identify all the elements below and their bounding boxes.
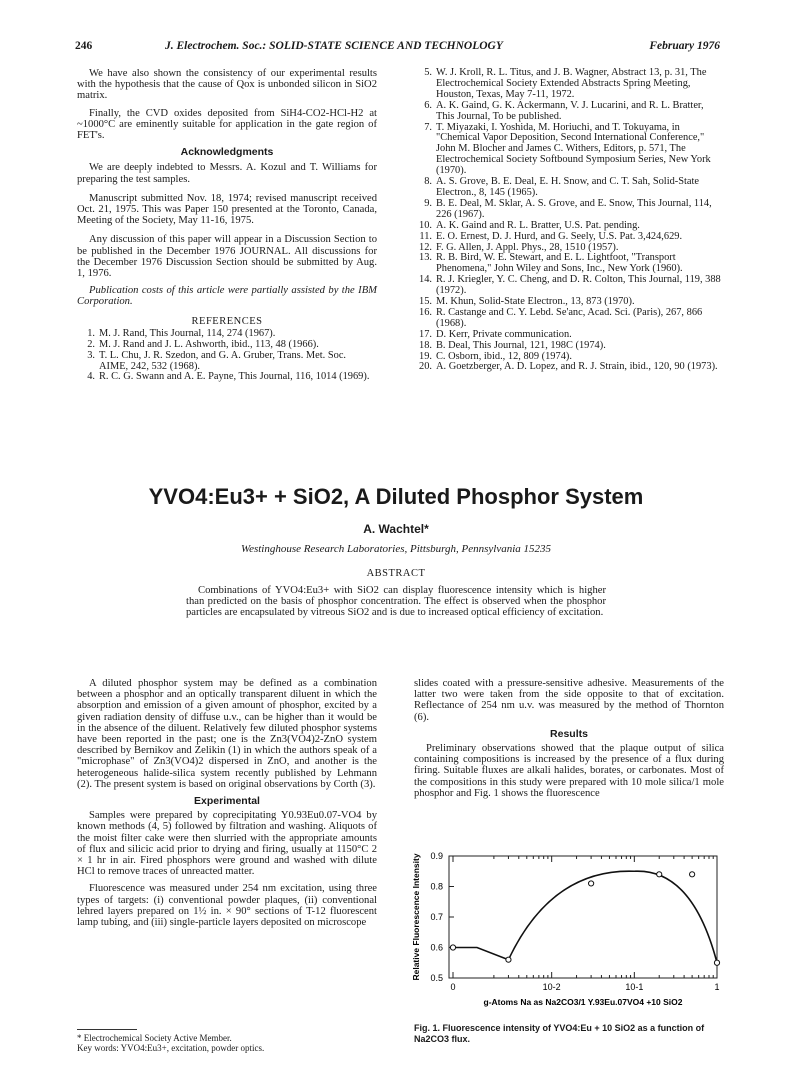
- reference-number: 18.: [419, 339, 432, 351]
- reference-number: 3.: [87, 349, 95, 361]
- reference-number: 14.: [419, 274, 432, 286]
- right-paragraph-1: slides coated with a pressure-sensitive adhesive. Measurements of the latter two were taken from the side opposite to that of excitation. Reflectance of 254 nm u.v. was measured by the method of Thornton (6).: [414, 678, 724, 723]
- journal-title: J. Electrochem. Soc.: SOLID-STATE SCIENCE AND TECHNOLOGY: [165, 40, 503, 52]
- x-tick-label: 10-2: [542, 982, 561, 992]
- reference-number: 15.: [419, 296, 432, 308]
- footnote-keywords: Key words: YVO4:Eu3+, excitation, powder optics.: [77, 1043, 265, 1053]
- reference-number: 19.: [419, 350, 432, 362]
- reference-item: [414, 199, 724, 221]
- reference-number: 2.: [87, 338, 95, 350]
- reference-text: T. L. Chu, J. R. Szedon, and G. A. Gruber, Trans. Met. Soc. AIME, 242, 532 (1968).: [99, 349, 347, 372]
- reference-item: [414, 362, 724, 373]
- prev-paragraph-1: We have also shown the consistency of our experimental results with the hypothesis that the cause of Qox is unbonded silicon in SiO2 matrix.: [77, 68, 377, 102]
- experimental-paragraph-1: Samples were prepared by coprecipitating Y0.93Eu0.07-VO4 by known methods (4, 5) followed by filtration and washing. Aliquots of the moist filter cake were then slurried with the appropriate amounts of flux and silicic acid prior to drying and firing, usually at 1150°C 2 × 1 hr in air. Fired phosphors were ground and washed with dilute HCl to remove traces of unreacted matter.: [77, 810, 377, 878]
- article-right-column: [414, 678, 724, 805]
- article-author: A. Wachtel*: [363, 522, 429, 536]
- reference-text: F. G. Allen, J. Appl. Phys., 28, 1510 (1957).: [436, 241, 619, 253]
- reference-item: [414, 275, 724, 297]
- reference-number: 16.: [419, 306, 432, 318]
- reference-number: 4.: [87, 371, 95, 383]
- data-point: [714, 960, 719, 965]
- page-number: 246: [75, 40, 93, 52]
- reference-text: W. J. Kroll, R. L. Titus, and J. B. Wagner, Abstract 13, p. 31, The Electrochemical Society Extended Abstracts Spring Meeting, Houston, Texas, May 7-11, 1972.: [436, 67, 707, 100]
- reference-item: [414, 221, 724, 232]
- reference-number: 11.: [419, 230, 432, 242]
- reference-item: [414, 68, 724, 101]
- reference-item: [414, 232, 724, 243]
- reference-item: [414, 341, 724, 352]
- reference-text: M. J. Rand, This Journal, 114, 274 (1967).: [99, 327, 276, 339]
- footnote-member: * Electrochemical Society Active Member.: [77, 1033, 232, 1043]
- prev-article-right-column: [414, 68, 724, 373]
- plot-frame: [449, 856, 717, 978]
- reference-number: 5.: [424, 67, 432, 78]
- intro-paragraph: A diluted phosphor system may be defined as a combination between a phosphor and an optically transparent diluent in which the absorption and emission of a given amount of phosphor, excited by a given radiation density of diffuse u.v., can be higher than it would be in the absence of the diluent. Relatively few diluted phosphor systems have been reported in the past; one is the Zn3(VO4)2-ZnO system described by Bernikov and Zelikin (1) in which the authors speak of a "microphase" of Zn3(VO4)2 dispersed in ZnO, and another is the heterogeneous halide-silica system recently published by Lehmann (2). The present system is based on original observations by Corth (3).: [77, 678, 377, 790]
- acknowledgments-heading: Acknowledgments: [180, 146, 274, 159]
- page-header: [75, 40, 720, 58]
- reference-text: B. E. Deal, M. Sklar, A. S. Grove, and E. Snow, This Journal, 114, 226 (1967).: [436, 197, 712, 220]
- references-heading: REFERENCES: [191, 315, 263, 327]
- reference-number: 12.: [419, 241, 432, 253]
- manuscript-note: Manuscript submitted Nov. 18, 1974; revised manuscript received Oct. 21, 1975. This was Paper 150 presented at the Toronto, Canada, Meeting of the Society, May 11-16, 1975.: [77, 192, 377, 227]
- footnotes: [77, 1033, 377, 1053]
- reference-text: R. Castange and C. Y. Lebd. Se'anc, Acad. Sci. (Paris), 267, 866 (1968).: [436, 306, 703, 329]
- reference-item: [414, 253, 724, 275]
- reference-text: M. J. Rand and J. L. Ashworth, ibid., 113, 48 (1966).: [99, 338, 319, 350]
- reference-number: 8.: [424, 176, 432, 188]
- y-tick-label: 0.6: [430, 942, 443, 953]
- reference-item: [414, 308, 724, 330]
- y-tick-label: 0.9: [430, 851, 443, 861]
- references-list-left: [77, 329, 377, 384]
- fit-curve: [453, 871, 717, 963]
- experimental-paragraph-2: Fluorescence was measured under 254 nm excitation, using three types of targets: (i) conventional powder plaques, (ii) conventional lehred layers prepared on 1½ in. × 90° sections of T-12 fluorescent lamp tubing, and (iii) single-particle layers deposited on microscope: [77, 883, 377, 929]
- reference-number: 10.: [419, 219, 432, 231]
- results-paragraph-1: Preliminary observations showed that the plaque output of silica containing compositions is increased by the presence of a flux during firing. Suitable fluxes are alkali halides, borates, or carbonates. Most of the compositions in this study were prepared with 10 mole silica/1 mole phosphor and Fig. 1 shows the fluorescence: [414, 743, 724, 799]
- reference-text: R. C. G. Swann and A. E. Payne, This Journal, 116, 1014 (1969).: [99, 371, 370, 383]
- reference-text: A. K. Gaind, G. K. Ackermann, V. J. Lucarini, and R. L. Bratter, This Journal, To be published.: [436, 99, 704, 122]
- acknowledgments-text: We are deeply indebted to Messrs. A. Kozul and T. Williams for preparing the test samples.: [77, 162, 377, 185]
- reference-text: A. S. Grove, B. E. Deal, E. H. Snow, and C. T. Sah, Solid-State Electron., 8, 145 (1965).: [436, 176, 700, 198]
- reference-number: 9.: [424, 197, 432, 209]
- prev-paragraph-2: Finally, the CVD oxides deposited from SiH4-CO2-HCl-H2 at ~1000°C are eminently suitable for application in the gate region of FET's.: [77, 107, 377, 142]
- reference-text: D. Kerr, Private communication.: [436, 328, 572, 340]
- reference-text: E. O. Ernest, D. J. Hurd, and G. Seely, U.S. Pat. 3,424,629.: [436, 230, 683, 242]
- reference-item: [414, 177, 724, 199]
- x-tick-label: 10-1: [625, 982, 644, 992]
- x-tick-label: 1: [714, 982, 720, 992]
- reference-text: R. J. Kriegler, Y. C. Cheng, and D. R. Colton, This Journal, 119, 388 (1972).: [436, 274, 721, 297]
- figure-caption: Fig. 1. Fluorescence intensity of YVO4:Eu + 10 SiO2 as a function of Na2CO3 flux.: [414, 1023, 705, 1044]
- experimental-heading: Experimental: [194, 795, 260, 808]
- abstract-heading: ABSTRACT: [366, 568, 426, 579]
- data-point: [657, 872, 662, 877]
- reference-text: B. Deal, This Journal, 121, 198C (1974).: [436, 339, 606, 351]
- reference-number: 1.: [87, 327, 95, 339]
- results-heading: Results: [550, 727, 588, 740]
- abstract-text: Combinations of YVO4:Eu3+ with SiO2 can display fluorescence intensity which is higher than predicted on the basis of phosphor concentration. The effect is observed when the phosphor particles are encapsulated by vitreous SiO2 and is due to increased optical efficiency of excitation.: [186, 585, 606, 619]
- reference-text: R. B. Bird, W. E. Stewart, and E. L. Lightfoot, "Transport Phenomena," John Wiley and Sons, Inc., New York (1960).: [436, 252, 683, 275]
- data-point: [690, 872, 695, 877]
- reference-text: C. Osborn, ibid., 12, 809 (1974).: [436, 350, 572, 362]
- reference-number: 6.: [424, 99, 432, 111]
- x-tick-label: 0: [450, 982, 456, 992]
- data-point: [506, 957, 511, 962]
- x-axis-label: g-Atoms Na as Na2CO3/1 Y.93Eu.07VO4 +10 SiO2: [483, 997, 683, 1007]
- reference-number: 20.: [419, 361, 432, 373]
- article-affiliation: Westinghouse Research Laboratories, Pittsburgh, Pennsylvania 15235: [240, 543, 552, 555]
- data-point: [450, 945, 455, 950]
- reference-item: [77, 351, 377, 373]
- references-list-right: [414, 68, 724, 373]
- reference-item: [414, 101, 724, 123]
- reference-number: 7.: [424, 121, 432, 133]
- article-left-column: [77, 678, 377, 934]
- reference-text: T. Miyazaki, I. Yoshida, M. Horiuchi, and T. Tokuyama, in "Chemical Vapor Deposition, Second International Conference," John M. Blocher and James C. Withers, Editors, p. 571, The Electrochemical Society Softbound Symposium Series, New York (1970).: [436, 121, 711, 177]
- reference-item: [77, 372, 377, 383]
- y-tick-label: 0.7: [430, 912, 443, 922]
- reference-text: M. Khun, Solid-State Electron., 13, 873 (1970).: [436, 296, 635, 308]
- data-point: [589, 881, 594, 886]
- y-tick-label: 0.8: [430, 881, 443, 892]
- issue-date: February 1976: [649, 40, 720, 52]
- discussion-note: Any discussion of this paper will appear in a Discussion Section to be published in the December 1976 JOURNAL. All discussions for the December 1976 Discussion Section should be submitted by Aug. 1, 1976.: [77, 234, 377, 280]
- publication-costs-note: Publication costs of this article were partially assisted by the IBM Corporation.: [77, 285, 377, 308]
- reference-item: [414, 123, 724, 178]
- prev-article-left-column: [77, 68, 377, 383]
- y-axis-label: Relative Fluorescence Intensity: [411, 853, 421, 981]
- footnote-rule: [77, 1029, 137, 1030]
- y-tick-label: 0.5: [430, 973, 443, 983]
- reference-text: A. K. Gaind and R. L. Bratter, U.S. Pat. pending.: [436, 219, 640, 231]
- reference-number: 13.: [419, 252, 432, 264]
- reference-text: A. Goetzberger, A. D. Lopez, and R. J. Strain, ibid., 120, 90 (1973).: [436, 361, 718, 373]
- fluorescence-chart: [405, 848, 725, 1008]
- article-title: YVO4:Eu3+ + SiO2, A Diluted Phosphor System: [148, 484, 644, 509]
- reference-number: 17.: [419, 328, 432, 340]
- figure-1: [405, 848, 725, 1008]
